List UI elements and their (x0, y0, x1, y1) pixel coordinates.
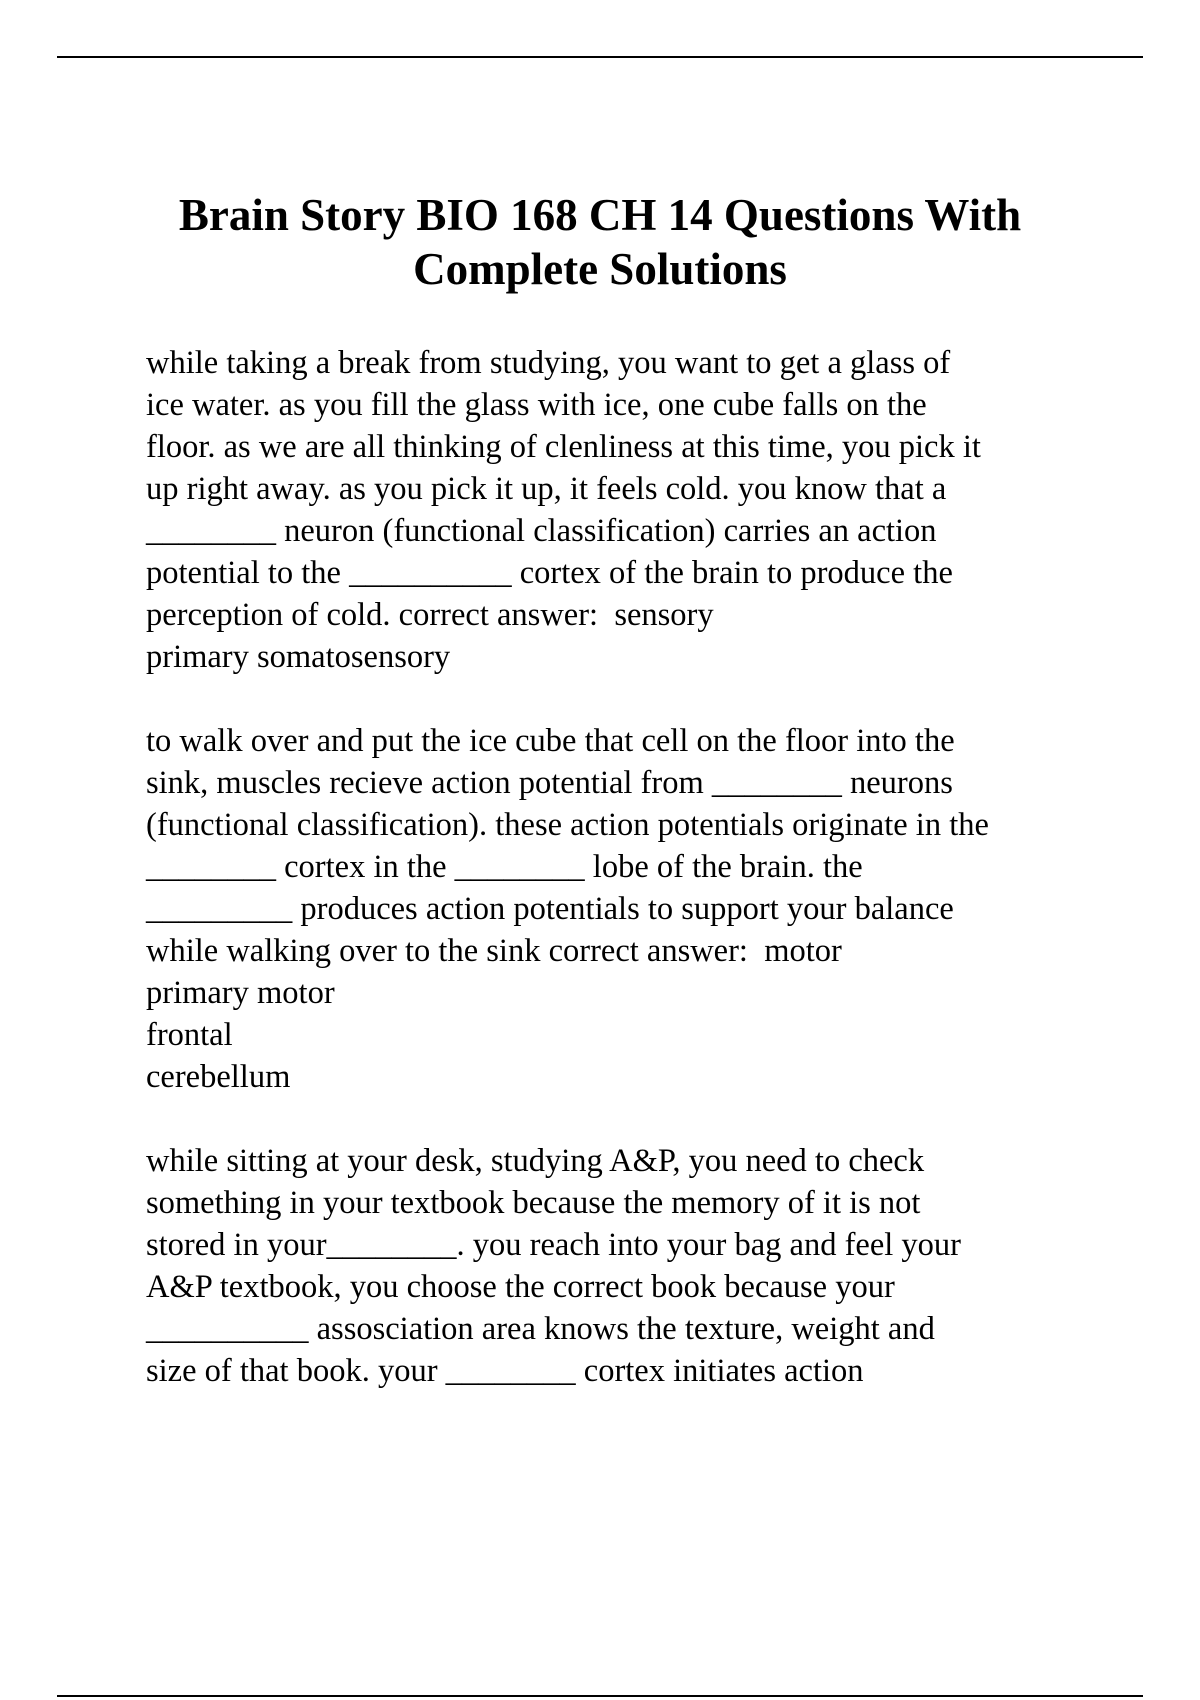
question-line: perception of cold. correct answer: sensory (146, 597, 714, 633)
question-line: __________ assosciation area knows the texture, weight and (146, 1311, 935, 1347)
header-rule (57, 56, 1143, 58)
question-line: something in your textbook because the memory of it is not (146, 1185, 921, 1221)
question-line: size of that book. your ________ cortex initiates action (146, 1353, 864, 1389)
question-3 (146, 1140, 1106, 1392)
question-line: up right away. as you pick it up, it feels cold. you know that a (146, 471, 947, 507)
question-line: _________ produces action potentials to support your balance (146, 891, 954, 927)
question-line: ________ neuron (functional classification) carries an action (146, 513, 937, 549)
question-line: ice water. as you fill the glass with ice, one cube falls on the (146, 387, 927, 423)
title-line-1: Brain Story BIO 168 CH 14 Questions With (178, 190, 1022, 240)
paragraph-gap (146, 1098, 1106, 1140)
question-line: while taking a break from studying, you want to get a glass of (146, 345, 951, 381)
question-line: to walk over and put the ice cube that cell on the floor into the (146, 723, 955, 759)
question-line: while walking over to the sink correct answer: motor (146, 933, 842, 969)
document-title (100, 188, 1100, 296)
answer-line: primary motor (146, 975, 335, 1011)
question-line: sink, muscles recieve action potential from ________ neurons (146, 765, 953, 801)
question-line: floor. as we are all thinking of clenliness at this time, you pick it (146, 429, 981, 465)
question-line: while sitting at your desk, studying A&P, you need to check (146, 1143, 925, 1179)
paragraph-gap (146, 678, 1106, 720)
title-line-2: Complete Solutions (413, 244, 787, 294)
question-line: ________ cortex in the ________ lobe of the brain. the (146, 849, 863, 885)
question-2 (146, 720, 1106, 1098)
question-line: (functional classification). these action potentials originate in the (146, 807, 989, 843)
question-line: A&P textbook, you choose the correct book because your (146, 1269, 895, 1305)
footer-rule (57, 1695, 1143, 1697)
answer-line: primary somatosensory (146, 639, 451, 675)
question-line: potential to the __________ cortex of the brain to produce the (146, 555, 953, 591)
answer-line: cerebellum (146, 1059, 291, 1095)
document-body (146, 342, 1106, 1392)
question-1 (146, 342, 1106, 678)
question-line: stored in your________. you reach into your bag and feel your (146, 1227, 962, 1263)
answer-line: frontal (146, 1017, 233, 1053)
